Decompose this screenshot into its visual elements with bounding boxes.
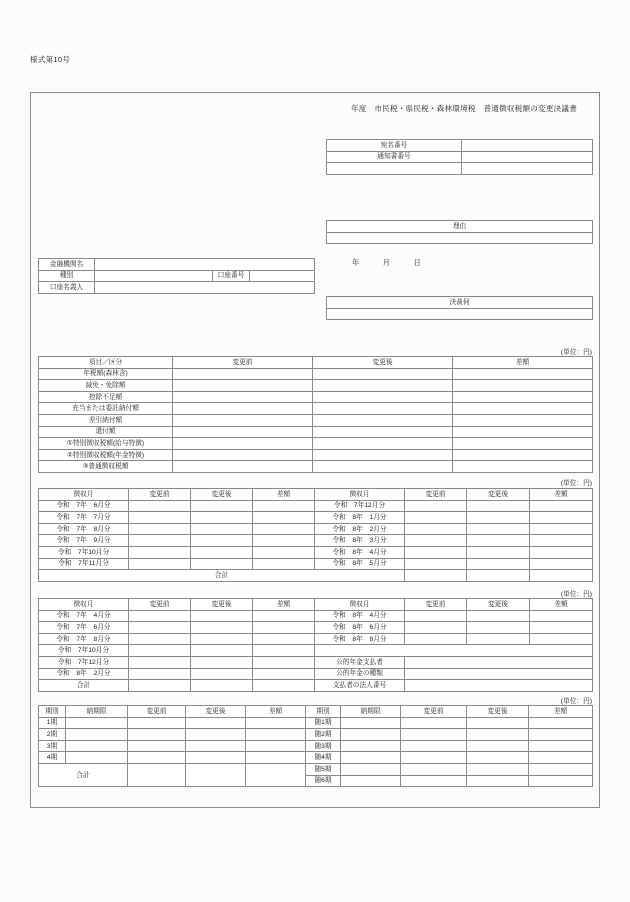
pension-spacer-cell xyxy=(315,645,593,657)
salary-month-left: 令和 7年11月分 xyxy=(39,558,129,570)
institution-label: 金融機関名 xyxy=(39,259,95,271)
ordinary-total-diff[interactable] xyxy=(246,763,306,786)
salary-cell-before-left[interactable] xyxy=(129,500,191,512)
summary-cell-after[interactable] xyxy=(313,449,453,461)
summary-cell-diff[interactable] xyxy=(453,380,593,392)
pension-cell-before-left[interactable] xyxy=(129,610,191,622)
ordinary-before-left[interactable] xyxy=(128,752,186,764)
pension-payer-field[interactable] xyxy=(405,656,593,668)
ordinary-col-diff-left: 差額 xyxy=(246,706,306,718)
table-row xyxy=(39,535,593,547)
pension-cell-before-left[interactable] xyxy=(129,633,191,645)
ordinary-after-left[interactable] xyxy=(186,729,246,741)
table-row xyxy=(39,438,593,450)
ordinary-diff-left[interactable] xyxy=(246,729,306,741)
account-holder-field[interactable] xyxy=(95,282,315,294)
pension-cell-after-right[interactable] xyxy=(467,633,530,645)
summary-cell-after[interactable] xyxy=(313,414,453,426)
summary-cell-diff[interactable] xyxy=(453,414,593,426)
ordinary-before-right[interactable] xyxy=(401,763,467,775)
pension-col-before-left: 変更前 xyxy=(129,599,191,611)
salary-cell-after-left[interactable] xyxy=(191,558,253,570)
salary-cell-before-right[interactable] xyxy=(405,546,467,558)
ordinary-term-left: 1期 xyxy=(39,717,66,729)
ordinary-total-after[interactable] xyxy=(186,763,246,786)
pension-cell-after-left[interactable] xyxy=(191,610,253,622)
pension-col-diff-left: 差額 xyxy=(253,599,315,611)
table-row xyxy=(39,449,593,461)
ordinary-diff-right[interactable] xyxy=(529,775,593,787)
table-row xyxy=(39,270,315,282)
salary-month-right: 令和 8年 3月分 xyxy=(315,535,405,547)
table-row xyxy=(39,752,593,764)
table-row xyxy=(327,297,593,309)
pension-type-label: 公的年金の種類 xyxy=(315,668,405,680)
ordinary-after-left[interactable] xyxy=(186,717,246,729)
pension-month-left: 令和 7年 8月分 xyxy=(39,633,129,645)
salary-cell-after-right[interactable] xyxy=(467,512,530,524)
ordinary-term-right: 随4期 xyxy=(306,752,341,764)
ordinary-collection-table xyxy=(38,705,593,787)
pension-col-month-right: 徴収月 xyxy=(315,599,405,611)
ordinary-col-after-right: 変更後 xyxy=(467,706,529,718)
ordinary-diff-left[interactable] xyxy=(246,740,306,752)
salary-col-before-right: 変更前 xyxy=(405,489,467,501)
notice-number-value[interactable] xyxy=(462,151,593,163)
salary-col-diff-right: 差額 xyxy=(530,489,593,501)
approval-header: 決裁伺 xyxy=(327,297,593,309)
summary-cell-before[interactable] xyxy=(173,368,313,380)
ordinary-col-term-right: 期別 xyxy=(306,706,341,718)
table-row xyxy=(39,282,315,294)
ordinary-after-right[interactable] xyxy=(467,717,529,729)
summary-row-label: ③普通徴収税額 xyxy=(39,461,173,473)
ordinary-diff-left[interactable] xyxy=(246,717,306,729)
pension-cell-diff-left[interactable] xyxy=(253,656,315,668)
summary-col-before: 変更前 xyxy=(173,357,313,369)
ordinary-col-duedate-right: 納期限 xyxy=(341,706,401,718)
table-row xyxy=(39,729,593,741)
ordinary-duedate-left[interactable] xyxy=(66,717,128,729)
salary-col-before-left: 変更前 xyxy=(129,489,191,501)
ordinary-total-label: 合計 xyxy=(39,763,128,786)
ordinary-term-right: 随6期 xyxy=(306,775,341,787)
ordinary-before-left[interactable] xyxy=(128,717,186,729)
salary-cell-before-left[interactable] xyxy=(129,546,191,558)
salary-col-month-left: 徴収月 xyxy=(39,489,129,501)
summary-cell-before[interactable] xyxy=(173,380,313,392)
summary-row-label: 控除不足額 xyxy=(39,391,173,403)
table-row xyxy=(39,368,593,380)
salary-cell-after-left[interactable] xyxy=(191,535,253,547)
salary-month-right: 令和 8年 4月分 xyxy=(315,546,405,558)
table-row xyxy=(39,656,593,668)
salary-cell-after-left[interactable] xyxy=(191,523,253,535)
summary-row-label: 年税額(森林含) xyxy=(39,368,173,380)
table-row xyxy=(39,668,593,680)
salary-cell-before-right[interactable] xyxy=(405,558,467,570)
table-row xyxy=(39,461,593,473)
ordinary-diff-right[interactable] xyxy=(529,752,593,764)
document-title: 年度 市民税・県民税・森林環境税 普通徴収税額の変更決議書 xyxy=(350,104,577,113)
ordinary-term-left: 2期 xyxy=(39,729,66,741)
recipient-number-label: 宛名番号 xyxy=(327,140,462,152)
salary-cell-diff-left[interactable] xyxy=(253,546,315,558)
summary-row-label: ②特別徴収税額(年金特徴) xyxy=(39,449,173,461)
salary-col-month-right: 徴収月 xyxy=(315,489,405,501)
table-total-row xyxy=(39,680,593,692)
table-row xyxy=(39,523,593,535)
salary-cell-before-right[interactable] xyxy=(405,523,467,535)
ordinary-col-before-right: 変更前 xyxy=(401,706,467,718)
table-total-row xyxy=(39,570,593,582)
ordinary-after-right[interactable] xyxy=(467,775,529,787)
table-header-row xyxy=(39,357,593,369)
salary-cell-diff-left[interactable] xyxy=(253,500,315,512)
salary-col-after-right: 変更後 xyxy=(467,489,530,501)
table-row xyxy=(39,426,593,438)
date-line: 年 月 日 xyxy=(352,258,422,267)
salary-total-before[interactable] xyxy=(405,570,467,582)
summary-cell-diff[interactable] xyxy=(453,449,593,461)
table-row xyxy=(39,633,593,645)
pension-cell-before-left[interactable] xyxy=(129,656,191,668)
summary-cell-before[interactable] xyxy=(173,414,313,426)
ordinary-duedate-right[interactable] xyxy=(341,752,401,764)
pension-col-before-right: 変更前 xyxy=(405,599,467,611)
table-row xyxy=(327,221,593,233)
ordinary-term-left: 3期 xyxy=(39,740,66,752)
table-header-row xyxy=(39,599,593,611)
salary-cell-diff-left[interactable] xyxy=(253,558,315,570)
pension-cell-before-right[interactable] xyxy=(405,610,467,622)
pension-corporate-number-label: 支払者の法人番号 xyxy=(315,680,405,692)
ordinary-after-right[interactable] xyxy=(467,729,529,741)
table-header-row xyxy=(39,706,593,718)
salary-cell-diff-right[interactable] xyxy=(530,535,593,547)
pension-month-left: 令和 7年 6月分 xyxy=(39,622,129,634)
salary-cell-before-left[interactable] xyxy=(129,512,191,524)
ordinary-duedate-left[interactable] xyxy=(66,752,128,764)
pension-total-label: 合計 xyxy=(39,680,129,692)
salary-month-left: 令和 7年 8月分 xyxy=(39,523,129,535)
summary-table xyxy=(38,356,593,473)
summary-cell-after[interactable] xyxy=(313,403,453,415)
salary-cell-diff-left[interactable] xyxy=(253,535,315,547)
salary-cell-after-right[interactable] xyxy=(467,535,530,547)
salary-cell-after-right[interactable] xyxy=(467,500,530,512)
table-row xyxy=(39,391,593,403)
ordinary-term-left: 4期 xyxy=(39,752,66,764)
pension-month-left: 令和 7年 4月分 xyxy=(39,610,129,622)
ordinary-term-right: 随5期 xyxy=(306,763,341,775)
account-holder-label: 口座名義人 xyxy=(39,282,95,294)
pension-cell-after-left[interactable] xyxy=(191,656,253,668)
summary-cell-diff[interactable] xyxy=(453,403,593,415)
salary-cell-diff-right[interactable] xyxy=(530,558,593,570)
summary-cell-after[interactable] xyxy=(313,380,453,392)
summary-row-label: ①特別徴収税額(給与特徴) xyxy=(39,438,173,450)
summary-col-after: 変更後 xyxy=(313,357,453,369)
table-row xyxy=(39,414,593,426)
pension-cell-diff-left[interactable] xyxy=(253,668,315,680)
summary-cell-before[interactable] xyxy=(173,426,313,438)
summary-cell-before[interactable] xyxy=(173,461,313,473)
pension-month-left: 令和 7年12月分 xyxy=(39,656,129,668)
pension-corporate-number-field[interactable] xyxy=(405,680,593,692)
ordinary-after-right[interactable] xyxy=(467,763,529,775)
ordinary-term-right: 随1期 xyxy=(306,717,341,729)
pension-cell-after-right[interactable] xyxy=(467,610,530,622)
salary-month-right: 令和 7年12月分 xyxy=(315,500,405,512)
ordinary-col-duedate-left: 納期限 xyxy=(66,706,128,718)
salary-cell-before-left[interactable] xyxy=(129,523,191,535)
pension-cell-diff-left[interactable] xyxy=(253,645,315,657)
pension-cell-diff-left[interactable] xyxy=(253,610,315,622)
ordinary-total-before[interactable] xyxy=(128,763,186,786)
summary-cell-before[interactable] xyxy=(173,403,313,415)
summary-cell-after[interactable] xyxy=(313,368,453,380)
reason-box xyxy=(326,220,593,244)
notice-number-label: 通知書番号 xyxy=(327,151,462,163)
approval-value[interactable] xyxy=(327,308,593,320)
pension-type-field[interactable] xyxy=(405,668,593,680)
ordinary-before-right[interactable] xyxy=(401,717,467,729)
pension-col-after-right: 変更後 xyxy=(467,599,530,611)
summary-cell-diff[interactable] xyxy=(453,461,593,473)
summary-cell-diff[interactable] xyxy=(453,391,593,403)
unit-note-summary: (単位：円) xyxy=(560,349,592,356)
salary-cell-before-left[interactable] xyxy=(129,535,191,547)
salary-cell-before-right[interactable] xyxy=(405,500,467,512)
ordinary-col-diff-right: 差額 xyxy=(529,706,593,718)
table-row xyxy=(39,622,593,634)
ordinary-col-before-left: 変更前 xyxy=(128,706,186,718)
pension-col-after-left: 変更後 xyxy=(191,599,253,611)
pension-payer-label: 公的年金支払者 xyxy=(315,656,405,668)
ordinary-term-right: 随2期 xyxy=(306,729,341,741)
pension-col-month-left: 徴収月 xyxy=(39,599,129,611)
ordinary-after-left[interactable] xyxy=(186,752,246,764)
summary-cell-before[interactable] xyxy=(173,438,313,450)
summary-cell-after[interactable] xyxy=(313,426,453,438)
ordinary-duedate-right[interactable] xyxy=(341,775,401,787)
ordinary-before-left[interactable] xyxy=(128,729,186,741)
table-row xyxy=(39,546,593,558)
salary-cell-after-right[interactable] xyxy=(467,558,530,570)
salary-cell-after-left[interactable] xyxy=(191,500,253,512)
salary-cell-diff-right[interactable] xyxy=(530,512,593,524)
ordinary-duedate-left[interactable] xyxy=(66,740,128,752)
ordinary-diff-right[interactable] xyxy=(529,717,593,729)
account-type-field[interactable] xyxy=(95,270,213,282)
pension-total-after[interactable] xyxy=(191,680,253,692)
summary-cell-before[interactable] xyxy=(173,449,313,461)
recipient-number-value[interactable] xyxy=(462,140,593,152)
ordinary-col-term-left: 期別 xyxy=(39,706,66,718)
salary-col-diff-left: 差額 xyxy=(253,489,315,501)
salary-cell-diff-left[interactable] xyxy=(253,512,315,524)
salary-month-right: 令和 8年 5月分 xyxy=(315,558,405,570)
bank-account-table xyxy=(38,258,315,294)
ordinary-before-left[interactable] xyxy=(128,740,186,752)
ordinary-duedate-left[interactable] xyxy=(66,729,128,741)
pension-cell-after-right[interactable] xyxy=(467,622,530,634)
table-row xyxy=(39,558,593,570)
pension-month-right: 令和 8年 8月分 xyxy=(315,633,405,645)
summary-col-diff: 差額 xyxy=(453,357,593,369)
table-total-row xyxy=(39,763,593,775)
ordinary-after-right[interactable] xyxy=(467,752,529,764)
pension-total-before[interactable] xyxy=(129,680,191,692)
table-row xyxy=(39,610,593,622)
pension-cell-diff-left[interactable] xyxy=(253,622,315,634)
salary-cell-after-left[interactable] xyxy=(191,546,253,558)
table-row xyxy=(327,232,593,244)
salary-total-label: 合計 xyxy=(39,570,405,582)
summary-row-label: 還付額 xyxy=(39,426,173,438)
salary-cell-before-right[interactable] xyxy=(405,512,467,524)
salary-total-diff[interactable] xyxy=(530,570,593,582)
approval-box xyxy=(326,296,593,320)
pension-month-left: 令和 7年10月分 xyxy=(39,645,129,657)
summary-cell-diff[interactable] xyxy=(453,438,593,450)
salary-month-left: 令和 7年 7月分 xyxy=(39,512,129,524)
pension-cell-before-left[interactable] xyxy=(129,668,191,680)
salary-cell-diff-right[interactable] xyxy=(530,546,593,558)
salary-cell-after-right[interactable] xyxy=(467,523,530,535)
summary-row-label: 差引納付額 xyxy=(39,414,173,426)
salary-month-left: 令和 7年 6月分 xyxy=(39,500,129,512)
pension-cell-diff-right[interactable] xyxy=(530,622,593,634)
table-row xyxy=(39,403,593,415)
pension-cell-after-left[interactable] xyxy=(191,668,253,680)
recipient-number-table xyxy=(326,139,593,175)
unit-note-ordinary: (単位：円) xyxy=(560,698,592,705)
table-row xyxy=(39,645,593,657)
ordinary-duedate-right[interactable] xyxy=(341,729,401,741)
ordinary-diff-left[interactable] xyxy=(246,752,306,764)
table-header-row xyxy=(39,489,593,501)
pension-month-right: 令和 8年 6月分 xyxy=(315,622,405,634)
ordinary-before-right[interactable] xyxy=(401,775,467,787)
summary-cell-before[interactable] xyxy=(173,391,313,403)
table-row xyxy=(327,151,593,163)
ordinary-duedate-right[interactable] xyxy=(341,717,401,729)
table-row xyxy=(39,500,593,512)
summary-row-label: 充当または委託納付額 xyxy=(39,403,173,415)
institution-field[interactable] xyxy=(95,259,315,271)
table-row xyxy=(327,308,593,320)
summary-col-item: 項目／区分 xyxy=(39,357,173,369)
pension-cell-before-right[interactable] xyxy=(405,622,467,634)
salary-total-after[interactable] xyxy=(467,570,530,582)
table-row xyxy=(39,259,315,271)
pension-month-right: 令和 8年 4月分 xyxy=(315,610,405,622)
ordinary-after-right[interactable] xyxy=(467,740,529,752)
summary-cell-diff[interactable] xyxy=(453,426,593,438)
pension-cell-diff-right[interactable] xyxy=(530,633,593,645)
table-row xyxy=(327,140,593,152)
salary-cell-after-right[interactable] xyxy=(467,546,530,558)
ordinary-diff-right[interactable] xyxy=(529,729,593,741)
summary-cell-after[interactable] xyxy=(313,461,453,473)
account-number-label: 口座番号 xyxy=(213,270,250,282)
pension-cell-before-left[interactable] xyxy=(129,645,191,657)
ordinary-diff-right[interactable] xyxy=(529,763,593,775)
ordinary-col-after-left: 変更後 xyxy=(186,706,246,718)
account-type-label: 種別 xyxy=(39,270,95,282)
salary-cell-before-right[interactable] xyxy=(405,535,467,547)
salary-cell-before-left[interactable] xyxy=(129,558,191,570)
summary-cell-after[interactable] xyxy=(313,438,453,450)
pension-cell-diff-left[interactable] xyxy=(253,633,315,645)
pension-cell-before-left[interactable] xyxy=(129,622,191,634)
pension-cell-after-left[interactable] xyxy=(191,645,253,657)
ordinary-duedate-right[interactable] xyxy=(341,763,401,775)
unit-note-salary: (単位：円) xyxy=(560,480,592,487)
pension-cell-diff-right[interactable] xyxy=(530,610,593,622)
summary-cell-diff[interactable] xyxy=(453,368,593,380)
salary-month-right: 令和 8年 1月分 xyxy=(315,512,405,524)
salary-collection-table xyxy=(38,488,593,582)
salary-month-left: 令和 7年 9月分 xyxy=(39,535,129,547)
table-row xyxy=(39,717,593,729)
salary-cell-diff-right[interactable] xyxy=(530,523,593,535)
salary-cell-after-left[interactable] xyxy=(191,512,253,524)
ordinary-after-left[interactable] xyxy=(186,740,246,752)
salary-cell-diff-left[interactable] xyxy=(253,523,315,535)
salary-col-after-left: 変更後 xyxy=(191,489,253,501)
reason-value[interactable] xyxy=(327,232,593,244)
table-row xyxy=(327,163,593,175)
account-number-field[interactable] xyxy=(250,270,315,282)
salary-month-left: 令和 7年10月分 xyxy=(39,546,129,558)
summary-cell-after[interactable] xyxy=(313,391,453,403)
ordinary-before-right[interactable] xyxy=(401,740,467,752)
ordinary-before-right[interactable] xyxy=(401,752,467,764)
salary-cell-diff-right[interactable] xyxy=(530,500,593,512)
extra-number-value[interactable] xyxy=(462,163,593,175)
unit-note-pension: (単位：円) xyxy=(560,591,592,598)
ordinary-duedate-right[interactable] xyxy=(341,740,401,752)
ordinary-diff-right[interactable] xyxy=(529,740,593,752)
table-row xyxy=(39,380,593,392)
pension-total-diff[interactable] xyxy=(253,680,315,692)
ordinary-before-right[interactable] xyxy=(401,729,467,741)
pension-col-diff-right: 差額 xyxy=(530,599,593,611)
pension-cell-after-left[interactable] xyxy=(191,622,253,634)
form-number: 様式第10号 xyxy=(30,55,71,64)
pension-month-left: 令和 8年 2月分 xyxy=(39,668,129,680)
table-row xyxy=(39,512,593,524)
reason-header: 理由 xyxy=(327,221,593,233)
pension-collection-table xyxy=(38,598,593,692)
table-row xyxy=(39,740,593,752)
extra-number-label xyxy=(327,163,462,175)
summary-row-label: 減免・免除額 xyxy=(39,380,173,392)
pension-cell-before-right[interactable] xyxy=(405,633,467,645)
pension-cell-after-left[interactable] xyxy=(191,633,253,645)
ordinary-term-right: 随3期 xyxy=(306,740,341,752)
salary-month-right: 令和 8年 2月分 xyxy=(315,523,405,535)
